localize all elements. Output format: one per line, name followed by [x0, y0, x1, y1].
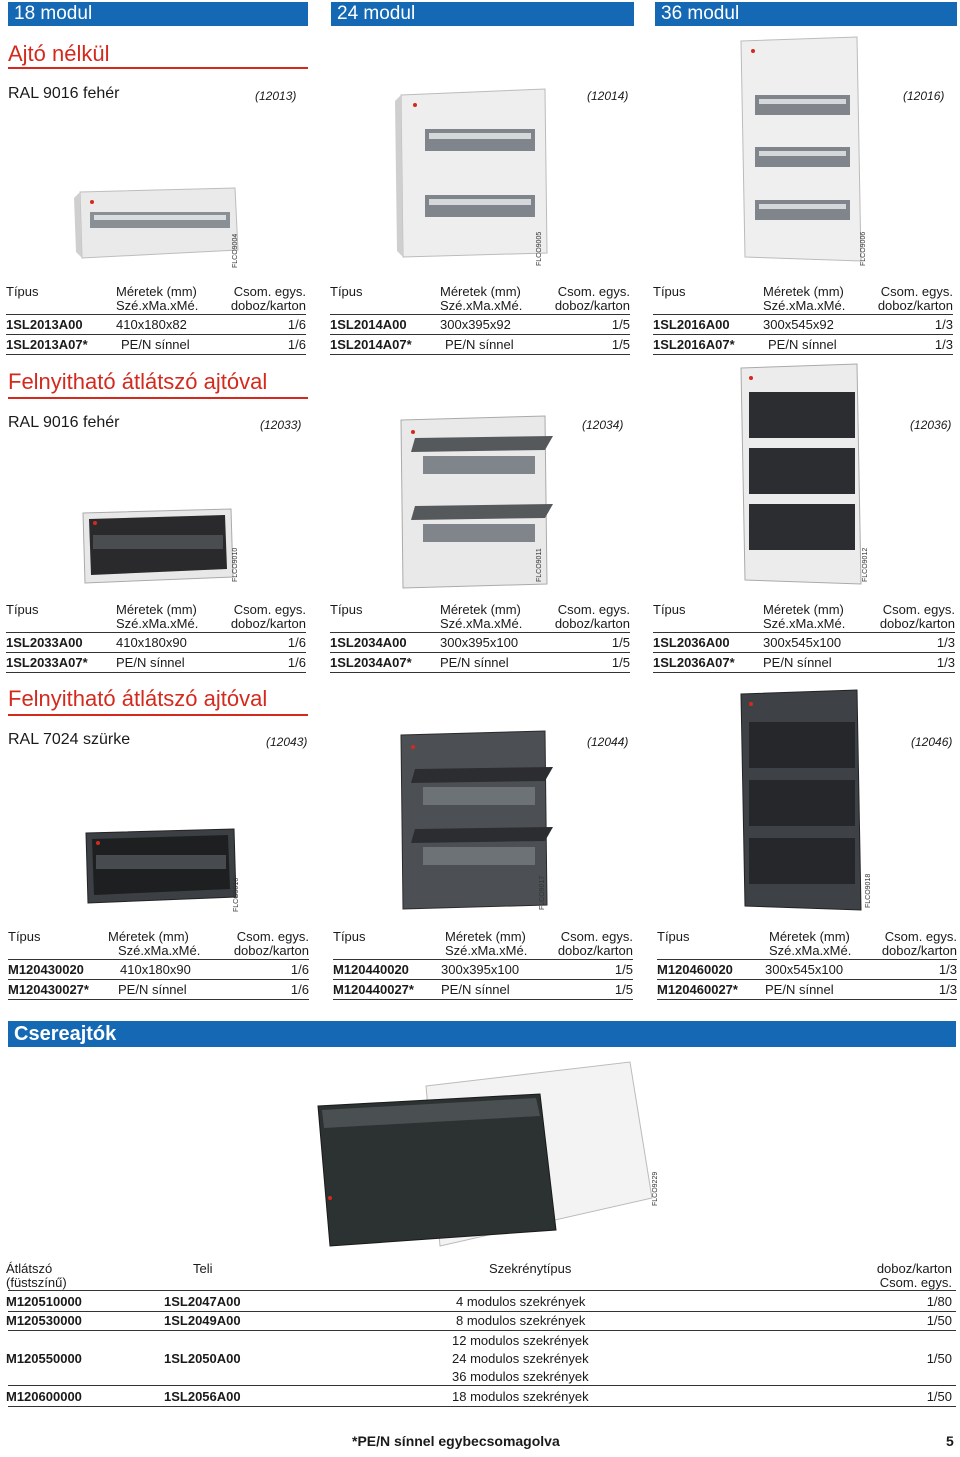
- table-cell-pack: 1/50: [926, 1389, 952, 1404]
- page-number: 5: [946, 1433, 954, 1449]
- col-header-tipus: Típus: [330, 602, 363, 617]
- header-18-modul: 18 modul: [8, 2, 308, 26]
- table-cell-pack: 1/80: [926, 1294, 952, 1309]
- table-cell-type: M120430027*: [8, 982, 89, 997]
- col-header-tipus: Típus: [653, 602, 686, 617]
- table-cell-type: M120460027*: [657, 982, 738, 997]
- ral-label: RAL 9016 fehér: [8, 85, 120, 102]
- table-cell-type: M120460020: [657, 962, 733, 977]
- header-24-modul: 24 modul: [331, 2, 634, 26]
- table-cell-type: 1SL2013A07*: [6, 337, 88, 352]
- col-header-meretek: Méretek (mm): [769, 929, 850, 944]
- table-cell-pack: 1/50: [926, 1351, 952, 1366]
- col-header-csom: Csom. egys.: [880, 284, 953, 299]
- product-code-36: (12016): [903, 89, 945, 103]
- table-cell-pack: 1/3: [938, 962, 957, 977]
- flco-label: FLCO9018: [865, 873, 872, 908]
- col-header-meretek-sub: Szé.xMa.xMé.: [440, 298, 523, 313]
- col-header-doboz: doboz/karton: [230, 298, 306, 313]
- table-cell-size: 300x395x100: [441, 962, 520, 977]
- table-cell-size: 410x180x90: [120, 962, 191, 977]
- table-cell-type: 1SL2034A00: [330, 635, 407, 650]
- flco-label: FLCO9229: [652, 1171, 659, 1206]
- col-header-doboz: doboz/karton: [557, 943, 633, 958]
- col-header-meretek-sub: Szé.xMa.xMé.: [445, 943, 528, 958]
- table-cell-size: PE/N sínnel: [118, 982, 187, 997]
- table-cell-pack: 1/3: [934, 337, 953, 352]
- col-header-csom-egys: Csom. egys.: [879, 1275, 952, 1290]
- table-cell-type: 1SL2033A07*: [6, 655, 88, 670]
- spec-table-24: [330, 602, 630, 674]
- table-cell-teli: 1SL2056A00: [164, 1389, 241, 1404]
- col-header-csom: Csom. egys.: [233, 602, 306, 617]
- table-cell-type: 1SL2013A00: [6, 317, 83, 332]
- table-cell-szekrenytipus: 12 modulos szekrények: [452, 1333, 589, 1348]
- enclosure-image-18-white: [70, 180, 240, 260]
- col-header-meretek-sub: Szé.xMa.xMé.: [116, 298, 199, 313]
- spec-table-18: [6, 602, 306, 674]
- table-cell-atlatszo: M120600000: [6, 1389, 82, 1404]
- col-header-doboz: doboz/karton: [877, 298, 953, 313]
- col-header-csom: Csom. egys.: [560, 929, 633, 944]
- table-cell-size: PE/N sínnel: [121, 337, 190, 352]
- col-header-doboz: doboz/karton: [881, 943, 957, 958]
- section-divider: [8, 714, 308, 716]
- table-cell-szekrenytipus: 8 modulos szekrények: [456, 1313, 586, 1328]
- table-cell-pack: 1/5: [611, 655, 630, 670]
- flco-label: FLCO9012: [862, 547, 869, 582]
- table-cell-pack: 1/3: [938, 982, 957, 997]
- enclosure-image-36-transparent: [735, 362, 865, 587]
- col-header-doboz: doboz/karton: [230, 616, 306, 631]
- product-code-18: (12013): [255, 89, 297, 103]
- table-cell-size: PE/N sínnel: [116, 655, 185, 670]
- table-cell-pack: 1/5: [614, 982, 633, 997]
- table-cell-size: 300x545x100: [765, 962, 844, 977]
- col-header-tipus: Típus: [8, 929, 41, 944]
- table-cell-szekrenytipus: 4 modulos szekrények: [456, 1294, 586, 1309]
- table-cell-pack: 1/6: [287, 317, 306, 332]
- col-header-csom: Csom. egys.: [557, 602, 630, 617]
- header-36-modul: 36 modul: [655, 2, 957, 26]
- col-header-meretek: Méretek (mm): [763, 602, 844, 617]
- col-header-csom: Csom. egys.: [236, 929, 309, 944]
- flco-label: FLCO9004: [232, 233, 239, 268]
- col-header-meretek-sub: Szé.xMa.xMé.: [118, 943, 201, 958]
- table-cell-pack: 1/50: [926, 1313, 952, 1328]
- col-header-meretek-sub: Szé.xMa.xMé.: [440, 616, 523, 631]
- product-code-24: (12044): [587, 735, 629, 749]
- product-code-24: (12014): [587, 89, 629, 103]
- section-title-csereajtok: Csereajtók: [8, 1021, 956, 1047]
- col-header-doboz-karton: doboz/karton: [876, 1261, 952, 1276]
- flco-label: FLCO9011: [536, 548, 543, 582]
- col-header-tipus: Típus: [6, 602, 39, 617]
- ral-label: RAL 9016 fehér: [8, 414, 120, 431]
- table-cell-size: 410x180x90: [116, 635, 187, 650]
- table-cell-pack: 1/6: [287, 655, 306, 670]
- spec-table-36: [653, 602, 955, 674]
- col-header-meretek: Méretek (mm): [116, 284, 197, 299]
- product-code-36: (12036): [910, 418, 952, 432]
- footnote: *PE/N sínnel egybecsomagolva: [352, 1433, 560, 1449]
- table-cell-szekrenytipus: 18 modulos szekrények: [452, 1389, 589, 1404]
- table-cell-teli: 1SL2047A00: [164, 1294, 241, 1309]
- table-cell-type: 1SL2033A00: [6, 635, 83, 650]
- table-cell-pack: 1/6: [287, 337, 306, 352]
- product-code-36: (12046): [911, 735, 953, 749]
- table-cell-szekrenytipus: 24 modulos szekrények: [452, 1351, 589, 1366]
- section-divider: [8, 397, 308, 399]
- enclosure-image-24-grey: [395, 725, 555, 910]
- table-cell-size: 300x545x100: [763, 635, 842, 650]
- table-cell-teli: 1SL2050A00: [164, 1351, 241, 1366]
- table-cell-pack: 1/6: [290, 982, 309, 997]
- section-title-felnyithato-feher: Felnyitható átlátszó ajtóval: [8, 369, 268, 394]
- table-cell-type: M120430020: [8, 962, 84, 977]
- table-cell-size: PE/N sínnel: [763, 655, 832, 670]
- table-cell-type: 1SL2014A00: [330, 317, 407, 332]
- table-cell-type: 1SL2016A00: [653, 317, 730, 332]
- enclosure-image-18-transparent: [75, 505, 235, 585]
- product-code-18: (12043): [266, 735, 308, 749]
- table-cell-size: PE/N sínnel: [440, 655, 509, 670]
- flco-label: FLCO9010: [232, 547, 239, 582]
- section-title-ajto-nelkul: Ajtó nélkül: [8, 41, 110, 66]
- col-header-meretek: Méretek (mm): [763, 284, 844, 299]
- spec-table-24: [333, 929, 633, 1001]
- enclosure-image-24-white: [395, 85, 555, 260]
- table-cell-pack: 1/5: [611, 337, 630, 352]
- col-header-meretek-sub: Szé.xMa.xMé.: [763, 616, 846, 631]
- col-header-doboz: doboz/karton: [233, 943, 309, 958]
- section-divider: [8, 67, 308, 69]
- table-cell-size: 300x545x92: [763, 317, 834, 332]
- table-cell-type: 1SL2016A07*: [653, 337, 735, 352]
- table-cell-type: M120440027*: [333, 982, 414, 997]
- enclosure-image-36-white: [735, 35, 865, 265]
- col-header-meretek-sub: Szé.xMa.xMé.: [763, 298, 846, 313]
- col-header-meretek-sub: Szé.xMa.xMé.: [769, 943, 852, 958]
- table-cell-pack: 1/3: [936, 635, 955, 650]
- col-header-meretek: Méretek (mm): [440, 602, 521, 617]
- replacement-doors-image: [310, 1058, 660, 1248]
- table-cell-atlatszo: M120550000: [6, 1351, 82, 1366]
- col-header-tipus: Típus: [330, 284, 363, 299]
- product-code-18: (12033): [260, 418, 302, 432]
- table-cell-size: 410x180x82: [116, 317, 187, 332]
- col-header-atlatszo: Átlátszó: [6, 1261, 53, 1276]
- table-cell-type: 1SL2036A07*: [653, 655, 735, 670]
- table-cell-pack: 1/5: [611, 635, 630, 650]
- spec-table-24: [330, 284, 630, 356]
- col-header-meretek: Méretek (mm): [445, 929, 526, 944]
- spec-table-36: [657, 929, 957, 1001]
- table-cell-pack: 1/5: [611, 317, 630, 332]
- flco-label: FLCO9005: [536, 231, 543, 266]
- flco-label: FLCO9006: [860, 231, 867, 266]
- col-header-doboz: doboz/karton: [554, 616, 630, 631]
- table-cell-size: 300x395x92: [440, 317, 511, 332]
- table-cell-type: 1SL2036A00: [653, 635, 730, 650]
- col-header-meretek: Méretek (mm): [108, 929, 189, 944]
- table-cell-type: 1SL2034A07*: [330, 655, 412, 670]
- table-cell-type: M120440020: [333, 962, 409, 977]
- col-header-csom: Csom. egys.: [882, 602, 955, 617]
- table-cell-size: PE/N sínnel: [441, 982, 510, 997]
- ral-label: RAL 7024 szürke: [8, 731, 131, 748]
- col-header-tipus: Típus: [657, 929, 690, 944]
- table-cell-szekrenytipus: 36 modulos szekrények: [452, 1369, 589, 1384]
- enclosure-image-24-transparent: [395, 410, 555, 590]
- table-cell-size: PE/N sínnel: [768, 337, 837, 352]
- enclosure-image-18-grey: [78, 825, 238, 905]
- table-cell-pack: 1/3: [936, 655, 955, 670]
- table-cell-size: 300x395x100: [440, 635, 519, 650]
- col-header-csom: Csom. egys.: [884, 929, 957, 944]
- table-cell-pack: 1/6: [290, 962, 309, 977]
- table-cell-type: 1SL2014A07*: [330, 337, 412, 352]
- col-header-szekrenytipus: Szekrénytípus: [489, 1261, 572, 1276]
- table-cell-size: PE/N sínnel: [445, 337, 514, 352]
- table-cell-pack: 1/6: [287, 635, 306, 650]
- col-header-tipus: Típus: [333, 929, 366, 944]
- col-header-meretek-sub: Szé.xMa.xMé.: [116, 616, 199, 631]
- col-header-meretek: Méretek (mm): [440, 284, 521, 299]
- table-cell-size: PE/N sínnel: [765, 982, 834, 997]
- flco-label: FLCO9017: [539, 875, 546, 910]
- table-cell-atlatszo: M120510000: [6, 1294, 82, 1309]
- section-title-felnyithato-szurke: Felnyitható átlátszó ajtóval: [8, 686, 268, 711]
- flco-label: FLCO9016: [233, 877, 240, 912]
- table-cell-pack: 1/5: [614, 962, 633, 977]
- product-code-24: (12034): [582, 418, 624, 432]
- enclosure-image-36-grey: [735, 688, 865, 913]
- spec-table-18: [6, 284, 306, 356]
- col-header-tipus: Típus: [6, 284, 39, 299]
- spec-table-18: [8, 929, 309, 1001]
- col-header-csom: Csom. egys.: [233, 284, 306, 299]
- table-cell-teli: 1SL2049A00: [164, 1313, 241, 1328]
- col-header-tipus: Típus: [653, 284, 686, 299]
- table-cell-atlatszo: M120530000: [6, 1313, 82, 1328]
- col-header-teli: Teli: [193, 1261, 213, 1276]
- col-header-fustszinu: (füstszínű): [6, 1275, 67, 1290]
- col-header-meretek: Méretek (mm): [116, 602, 197, 617]
- col-header-csom: Csom. egys.: [557, 284, 630, 299]
- table-cell-pack: 1/3: [934, 317, 953, 332]
- spec-table-36: [653, 284, 953, 356]
- col-header-doboz: doboz/karton: [554, 298, 630, 313]
- col-header-doboz: doboz/karton: [879, 616, 955, 631]
